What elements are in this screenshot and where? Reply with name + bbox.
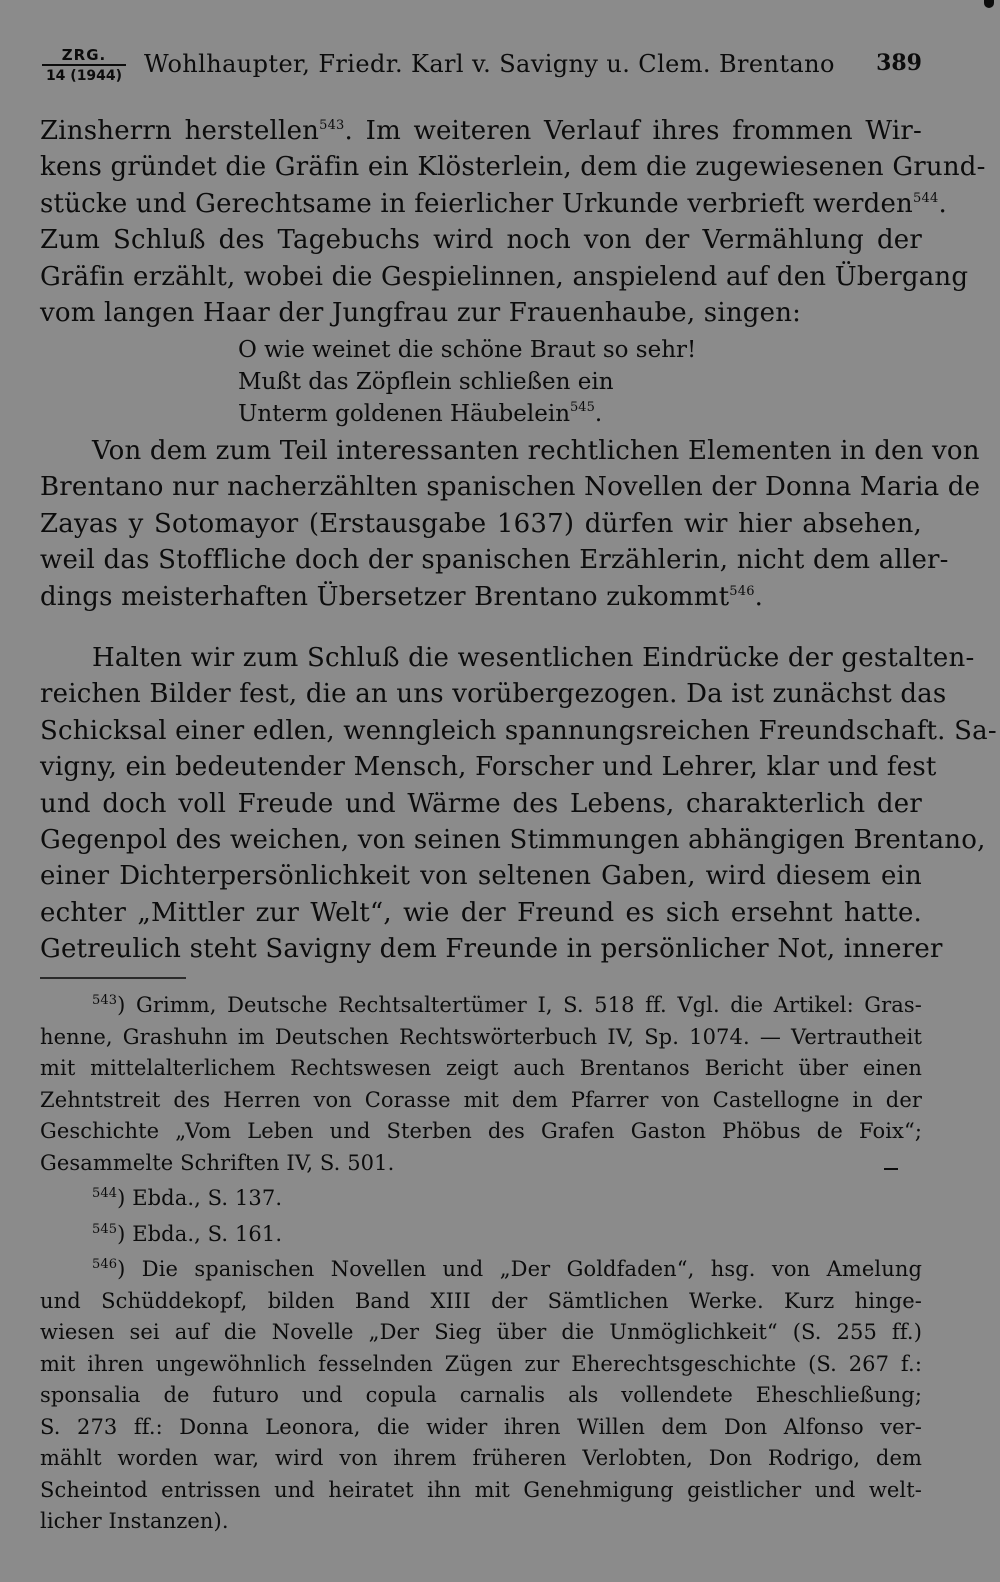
poem-line: Unterm goldenen Häubelein$^{545}$. <box>238 400 603 427</box>
footnote-line: mählt worden war, wird von ihrem früheren Verlobten, Don Rodrigo, dem <box>40 1446 922 1470</box>
footnote-line: Geschichte „Vom Leben und Sterben des Grafen Gaston Phöbus de Foix“; <box>40 1119 922 1143</box>
footnote-line: Gesammelte Schriften IV, S. 501. <box>40 1150 395 1175</box>
footnote-line: mit mittelalterlichem Rechtswesen zeigt auch Brentanos Bericht über einen <box>40 1056 922 1080</box>
poem-line: Mußt das Zöpflein schließen ein <box>238 369 614 395</box>
footnote-number: 544 <box>92 1186 118 1201</box>
ink-mark <box>884 1168 898 1170</box>
footnote-separator <box>40 977 186 979</box>
text-line: Gegenpol des weichen, von seinen Stimmungen abhängigen Brentano, <box>40 824 986 855</box>
footnote-line: $^{545}$) Ebda., S. 161. <box>92 1221 283 1246</box>
footnote-number: 546 <box>92 1257 118 1272</box>
footnote-line: wiesen sei auf die Novelle „Der Sieg über die Unmöglichkeit“ (S. 255 ff.) <box>40 1320 922 1344</box>
footnote-546 <box>40 1254 922 1538</box>
journal-volume: 14 (1944) <box>45 68 123 84</box>
text-line: Zinsherrn herstellen$^{543}$. Im weiteren Verlauf ihres frommen Wir- <box>40 116 923 146</box>
text-line: Zayas y Sotomayor (Erstausgabe 1637) dürfen wir hier absehen, <box>40 508 922 539</box>
text-line: vom langen Haar der Jungfrau zur Frauenhaube, singen: <box>40 297 802 328</box>
footnote-line: Scheintod entrissen und heiratet ihn mit Genehmigung geistlicher und welt- <box>40 1477 922 1502</box>
running-title: Wohlhaupter, Friedr. Karl v. Savigny u. Clem. Brentano <box>144 50 835 78</box>
paragraph-1 <box>40 113 986 331</box>
text-line: Halten wir zum Schluß die wesentlichen Eindrücke der gestalten- <box>92 643 975 673</box>
footnote-543 <box>40 990 922 1179</box>
footnote-line: S. 273 ff.: Donna Leonora, die wider ihren Willen dem Don Alfonso ver- <box>40 1414 922 1439</box>
footnote-line: sponsalia de futuro und copula carnalis als vollendete Eheschließung; <box>40 1383 922 1407</box>
text-line: kens gründet die Gräfin ein Klösterlein, dem die zugewiesenen Grund- <box>40 152 986 183</box>
text-line: Zum Schluß des Tagebuchs wird noch von der Vermählung der <box>40 225 922 256</box>
footnote-line: Zehntstreit des Herren von Corasse mit dem Pfarrer von Castellogne in der <box>40 1087 922 1112</box>
footnote-line: $^{546}$) Die spanischen Novellen und „Der Goldfaden“, hsg. von Amelung <box>92 1257 922 1281</box>
footnote-line: $^{544}$) Ebda., S. 137. <box>92 1186 283 1210</box>
footnote-ref-546: 546 <box>729 583 755 599</box>
footnote-line: $^{543}$) Grimm, Deutsche Rechtsaltertümer I, S. 518 ff. Vgl. die Artikel: Gras- <box>92 993 922 1017</box>
footnote-545 <box>40 1219 922 1251</box>
text-line: Getreulich steht Savigny dem Freunde in persönlicher Not, innerer <box>40 934 943 965</box>
footnote-line: und Schüddekopf, bilden Band XIII der Sämtlichen Werke. Kurz hinge- <box>40 1288 922 1313</box>
running-header <box>38 42 922 92</box>
text-line: weil das Stoffliche doch der spanischen Erzählerin, nicht dem aller- <box>40 545 949 576</box>
text-line: echter „Mittler zur Welt“, wie der Freund es sich ersehnt hatte. <box>40 897 922 928</box>
text-line: Brentano nur nacherzählten spanischen Novellen der Donna Maria de <box>40 472 981 503</box>
footnote-number: 545 <box>92 1221 118 1237</box>
text-line: und doch voll Freude und Wärme des Lebens, charakterlich der <box>40 788 922 819</box>
footnote-ref-543: 543 <box>319 118 345 133</box>
text-line: dings meisterhaften Übersetzer Brentano zukommt$^{546}$. <box>40 581 764 612</box>
footnote-number: 543 <box>92 993 118 1008</box>
footnote-ref-545: 545 <box>570 400 595 415</box>
footnote-ref-544: 544 <box>913 190 939 206</box>
text-line: stücke und Gerechtsame in feierlicher Urkunde verbrieft werden$^{544}$. <box>40 188 947 219</box>
text-line: einer Dichterpersönlichkeit von seltenen Gaben, wird diesem ein <box>40 861 922 892</box>
paragraph-2 <box>40 433 981 615</box>
poem-quote <box>238 334 697 430</box>
journal-reference <box>42 46 126 86</box>
text-line: Gräfin erzählt, wobei die Gespielinnen, anspielend auf den Übergang <box>40 261 969 292</box>
footnote-line: licher Instanzen). <box>40 1509 229 1533</box>
text-line: vigny, ein bedeutender Mensch, Forscher und Lehrer, klar und fest <box>40 752 937 783</box>
footnote-line: henne, Grashuhn im Deutschen Rechtswörterbuch IV, Sp. 1074. — Vertrautheit <box>40 1024 922 1049</box>
footnotes <box>40 990 922 1538</box>
text-line: reichen Bilder fest, die an uns vorübergezogen. Da ist zunächst das <box>40 679 947 710</box>
ink-mark <box>984 0 994 8</box>
journal-abbreviation: ZRG. <box>42 46 126 66</box>
footnote-544 <box>40 1183 922 1215</box>
page-number: 389 <box>876 50 922 76</box>
footnote-line: mit ihren ungewöhnlich fesselnden Zügen zur Eherechtsgeschichte (S. 267 f.: <box>40 1351 922 1376</box>
poem-line: O wie weinet die schöne Braut so sehr! <box>238 337 697 363</box>
text-line: Schicksal einer edlen, wenngleich spannungsreichen Freundschaft. Sa- <box>40 715 997 746</box>
text-line: Von dem zum Teil interessanten rechtlichen Elementen in den von <box>92 436 980 466</box>
paragraph-3 <box>40 640 997 968</box>
